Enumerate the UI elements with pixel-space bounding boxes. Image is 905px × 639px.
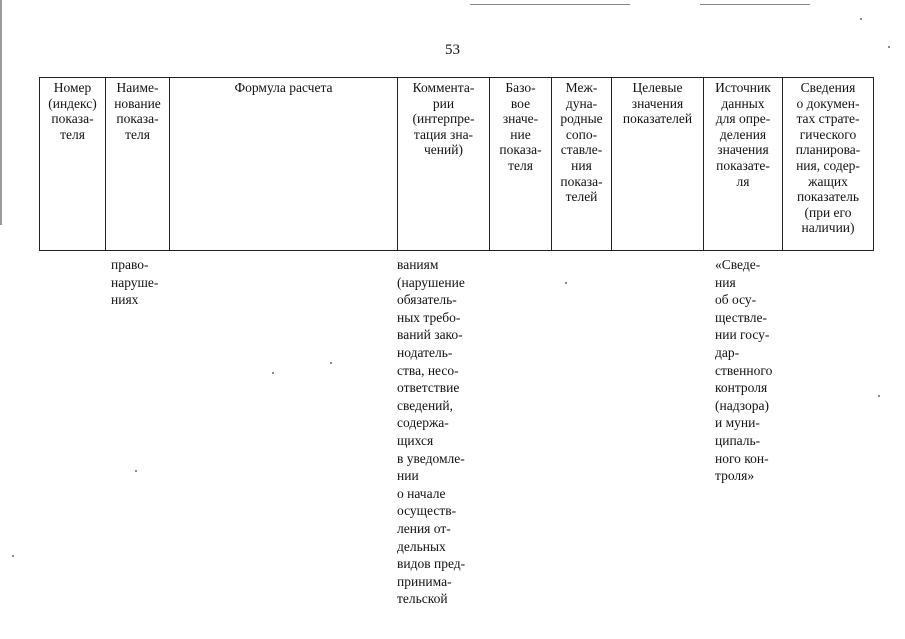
- continuation-line: ства, несо-: [397, 362, 459, 378]
- header-line: нование: [114, 95, 161, 111]
- continuation-line: ных требо-: [397, 309, 461, 325]
- continuation-line: «Сведе-: [715, 257, 761, 272]
- col-header-strategic-docs: [783, 78, 874, 251]
- continuation-source-column: [715, 256, 772, 485]
- header-line: (интерпре-: [412, 111, 475, 127]
- col-header-international: [552, 78, 612, 251]
- col-header-number: [40, 78, 106, 251]
- header-line: теля: [60, 126, 85, 142]
- header-line: дуна-: [565, 95, 598, 111]
- header-line: ставле-: [560, 142, 603, 158]
- col-header-formula: [170, 78, 398, 251]
- header-line: тация зна-: [413, 126, 474, 142]
- continuation-line: ного кон-: [715, 450, 769, 466]
- header-line: Коммента-: [412, 80, 475, 95]
- continuation-line: ципаль-: [715, 432, 761, 448]
- header-line: показа-: [499, 142, 542, 158]
- continuation-line: видов пред-: [397, 556, 466, 572]
- header-line: Базо-: [505, 80, 536, 95]
- header-line: данных: [721, 95, 765, 111]
- header-line: показа-: [51, 111, 94, 127]
- col-header-target-values: [612, 78, 704, 251]
- header-line: Наиме-: [116, 80, 159, 95]
- continuation-line: в уведомле-: [397, 450, 465, 466]
- continuation-line: (нарушение: [397, 274, 465, 290]
- header-line: жащих: [808, 173, 848, 189]
- header-line: о докумен-: [796, 95, 860, 111]
- header-line: тах страте-: [796, 111, 860, 127]
- header-line: деления: [719, 126, 767, 142]
- header-line: показа-: [560, 173, 603, 189]
- header-line: телей: [565, 189, 598, 205]
- scan-speck: [565, 282, 567, 284]
- continuation-line: ваниям: [397, 257, 439, 272]
- col-header-data-source: [704, 78, 783, 251]
- col-header-comment: [398, 78, 490, 251]
- header-line: показатель: [796, 189, 860, 205]
- continuation-line: право-: [111, 257, 149, 272]
- continuation-line: содержа-: [397, 415, 449, 431]
- scan-speck: [860, 18, 862, 20]
- continuation-line: ществле-: [715, 309, 768, 325]
- col-header-base-value: [490, 78, 552, 251]
- header-line: вое: [510, 95, 531, 111]
- header-line: рии: [432, 95, 455, 111]
- header-line: показате-: [716, 157, 770, 173]
- continuation-line: (надзора): [715, 397, 769, 413]
- continuation-name-column: [111, 256, 158, 309]
- header-line: Номер: [53, 80, 92, 95]
- header-line: показателей: [622, 111, 693, 127]
- header-line: Источник: [715, 80, 771, 95]
- header-line: сопо-: [565, 126, 598, 142]
- continuation-line: о начале: [397, 485, 446, 501]
- header-line: (индекс): [48, 95, 97, 111]
- continuation-line: дельных: [397, 538, 446, 554]
- continuation-line: троля»: [715, 468, 755, 484]
- continuation-line: сведений,: [397, 397, 454, 413]
- continuation-line: контроля: [715, 380, 768, 396]
- header-line: ние: [510, 126, 531, 142]
- header-line: показа-: [116, 111, 159, 127]
- scan-top-mark: [470, 4, 630, 5]
- header-line: ля: [736, 173, 750, 189]
- continuation-line: щихся: [397, 432, 434, 448]
- continuation-line: наруше-: [111, 274, 159, 290]
- scan-top-mark: [700, 4, 810, 5]
- continuation-line: принима-: [397, 573, 452, 589]
- continuation-line: дар-: [715, 344, 740, 360]
- col-header-name: [106, 78, 170, 251]
- header-line: родные: [560, 111, 603, 127]
- indicator-header-table: [39, 77, 874, 251]
- scan-speck: [330, 362, 332, 364]
- header-line: Сведения: [800, 80, 856, 95]
- header-line: Меж-: [565, 80, 598, 95]
- continuation-line: ления от-: [397, 520, 451, 536]
- header-line: значе-: [502, 111, 539, 127]
- continuation-line: ственного: [715, 362, 773, 378]
- header-line: теля: [125, 126, 150, 142]
- continuation-line: нии: [397, 468, 419, 484]
- continuation-line: и муни-: [715, 415, 760, 431]
- continuation-comment-column: [397, 256, 465, 608]
- header-row: [40, 78, 874, 251]
- header-line: значения: [631, 95, 684, 111]
- header-line: теля: [508, 157, 533, 173]
- continuation-line: обязатель-: [397, 292, 457, 308]
- header-line: ния: [571, 157, 592, 173]
- continuation-line: ниях: [111, 292, 139, 308]
- header-line: значения: [717, 142, 769, 158]
- continuation-line: нодатель-: [397, 344, 453, 360]
- continuation-line: ваний зако-: [397, 327, 463, 343]
- scan-speck: [12, 555, 14, 557]
- continuation-line: ния: [715, 274, 736, 290]
- continuation-line: тельской: [397, 591, 448, 607]
- header-line: ния, содер-: [796, 157, 860, 173]
- header-line: чений): [424, 142, 463, 158]
- header-line: (при его: [804, 204, 852, 220]
- header-line: для опре-: [715, 111, 771, 127]
- header-line: гического: [799, 126, 857, 142]
- continuation-line: об осу-: [715, 292, 757, 308]
- scan-speck: [135, 470, 137, 472]
- continuation-line: нии госу-: [715, 327, 770, 343]
- header-line: планирова-: [795, 142, 861, 158]
- continuation-line: осуществ-: [397, 503, 457, 519]
- scan-speck: [272, 372, 274, 374]
- header-line: Формула расчета: [234, 80, 333, 95]
- page-number: 53: [445, 42, 460, 58]
- scan-speck: [878, 395, 880, 397]
- header-line: наличии): [801, 220, 855, 236]
- header-line: Целевые: [632, 80, 683, 95]
- scan-left-edge: [0, 0, 2, 225]
- continuation-line: ответствие: [397, 380, 460, 396]
